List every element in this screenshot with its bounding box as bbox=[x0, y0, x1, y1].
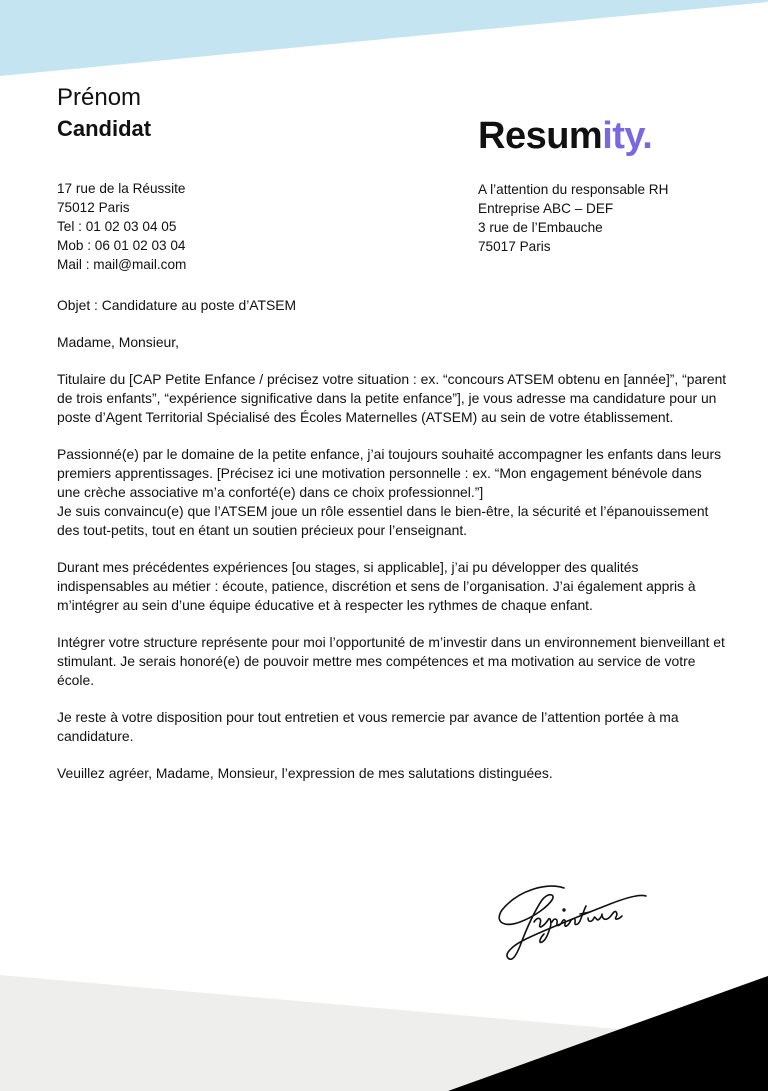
resumity-logo bbox=[478, 114, 652, 158]
recipient-company: Entreprise ABC – DEF bbox=[478, 201, 614, 216]
sender-phone: Tel : 01 02 03 04 05 bbox=[57, 219, 177, 234]
sender-email: Mail : mail@mail.com bbox=[57, 257, 187, 272]
sender-street: 17 rue de la Réussite bbox=[57, 181, 186, 196]
recipient-address-block bbox=[478, 180, 758, 256]
letter-paragraph-2b: Je suis convaincu(e) que l’ATSEM joue un rôle essentiel dans le bien-être, la sécurité et l’épanouissement des tout-petits, tout en étant un soutien précieux pour l’enseignant. bbox=[57, 503, 709, 538]
sender-city: 75012 Paris bbox=[57, 200, 130, 215]
letter-salutation: Madame, Monsieur, bbox=[57, 334, 179, 350]
letter-paragraph-2a: Passionné(e) par le domaine de la petite enfance, j’ai toujours souhaité accompagner les enfants dans leurs premiers apprentissages. [Précisez ici une motivation personnelle : ex. “Mon engagement bénévole dans une crèche associative m’a conforté(e) dans ce choix professionnel.”] bbox=[57, 446, 722, 500]
first-name: Prénom bbox=[57, 84, 142, 111]
logo-text-accent: ity. bbox=[602, 115, 653, 157]
logo-text-main: Resum bbox=[478, 115, 603, 157]
handwritten-signature bbox=[490, 870, 660, 970]
letter-paragraph-3: Durant mes précédentes expériences [ou stages, si applicable], j’ai pu développer des qualités indispensables au métier : écoute, patience, discrétion et sens de l’organisation. J’ai également appris à m’intégrer au sein d’une équipe éducative et à respecter les rythmes de chaque enfant. bbox=[57, 559, 696, 613]
letter-subject: Objet : Candidature au poste d’ATSEM bbox=[57, 297, 297, 313]
recipient-city: 75017 Paris bbox=[478, 239, 551, 254]
letter-closing: Veuillez agréer, Madame, Monsieur, l’expression de mes salutations distinguées. bbox=[57, 765, 553, 781]
last-name: Candidat bbox=[57, 116, 152, 141]
letter-paragraph-1: Titulaire du [CAP Petite Enfance / précisez votre situation : ex. “concours ATSEM obtenu en [année]”, “parent de trois enfants”, “expérience significative dans la petite enfance”], je vous adresse ma candidature pour un poste d’Agent Territorial Spécialisé des Écoles Maternelles (ATSEM) au sein de votre établissement. bbox=[57, 371, 727, 425]
letter-paragraph-4: Intégrer votre structure représente pour moi l’opportunité de m’investir dans un environnement bienveillant et stimulant. Je serais honoré(e) de pouvoir mettre mes compétences et ma motivation au service de votre école. bbox=[57, 634, 725, 688]
recipient-attention: A l’attention du responsable RH bbox=[478, 182, 669, 197]
letter-body bbox=[57, 296, 727, 801]
letter-paragraph-5: Je reste à votre disposition pour tout entretien et vous remercie par avance de l’attention portée à ma candidature. bbox=[57, 709, 679, 744]
sender-address-block bbox=[57, 179, 387, 274]
recipient-street: 3 rue de l’Embauche bbox=[478, 220, 603, 235]
sender-mobile: Mob : 06 01 02 03 04 bbox=[57, 238, 186, 253]
